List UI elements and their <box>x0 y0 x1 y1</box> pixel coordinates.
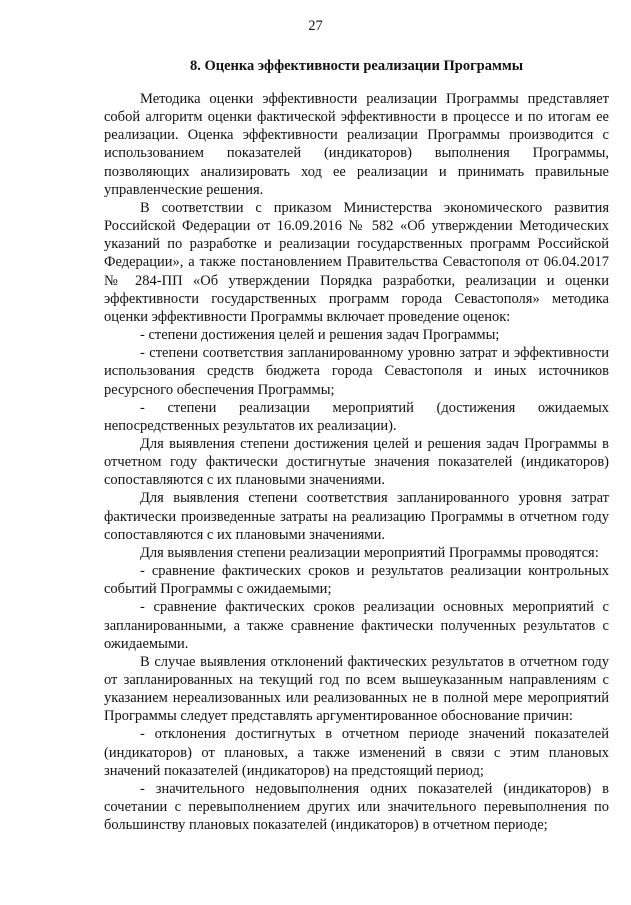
list-item: - сравнение фактических сроков и результатов реализации контрольных событий Программы с ожидаемыми; <box>104 563 609 598</box>
list-item: - степени реализации мероприятий (достижения ожидаемых непосредственных результатов их реализации). <box>104 399 609 434</box>
body-text <box>104 90 609 834</box>
page-number: 27 <box>308 18 323 34</box>
list-item: - степени достижения целей и решения задач Программы; <box>140 327 500 344</box>
paragraph: В соответствии с приказом Министерства экономического развития Российской Федерации от 16.09.2016 № 582 «Об утверждении Методических указаний по разработке и реализации государственных программ Российской Федерации», а также постановлением Правительства Севастополя от 06.04.2017 № 284-ПП «Об утверждении Порядка разработки, реализации и оценки эффективности государственных программ города Севастополя» методика оценки эффективности Программы включает проведение оценок: <box>104 199 609 325</box>
list-item: - сравнение фактических сроков реализации основных мероприятий с запланированными, а также сравнение фактически полученных результатов с ожидаемыми. <box>104 599 609 652</box>
list-item: - значительного недовыполнения одних показателей (индикаторов) в сочетании с перевыполнением других или значительного перевыполнения по большинству плановых показателей (индикаторов) в отчетном периоде; <box>104 780 609 834</box>
section-title: 8. Оценка эффективности реализации Программы <box>189 58 524 74</box>
paragraph: Методика оценки эффективности реализации Программы представляет собой алгоритм оценки фактической эффективности в процессе и по итогам ее реализации. Оценка эффективности реализации Программы производится с использованием показателей (индикаторов) выполнения Программы, позволяющих анализировать ход ее реализации и принимать правильные управленческие решения. <box>104 91 609 198</box>
paragraph: Для выявления степени реализации мероприятий Программы проводятся: <box>140 544 599 561</box>
paragraph: Для выявления степени достижения целей и решения задач Программы в отчетном году фактически достигнутые значения показателей (индикаторов) сопоставляются с их плановыми значениями. <box>104 435 609 489</box>
list-item: - степени соответствия запланированному уровню затрат и эффективности использования средств бюджета города Севастополя и иных источников ресурсного обеспечения Программы; <box>104 345 609 398</box>
list-item: - отклонения достигнутых в отчетном периоде значений показателей (индикаторов) от плановых, а также изменений в связи с этим плановых значений показателей (индикаторов) на предстоящий период; <box>104 726 609 779</box>
paragraph: В случае выявления отклонений фактических результатов в отчетном году от запланированных на текущий год по всем вышеуказанным направлениям с указанием нереализованных или реализованных не в полной мере мероприятий Программы следует представлять аргументированное обоснование причин: <box>104 653 609 725</box>
paragraph: Для выявления степени соответствия запланированного уровня затрат фактически произведенные затраты на реализацию Программы в отчетном году сопоставляются с их плановыми значениями. <box>104 490 609 543</box>
